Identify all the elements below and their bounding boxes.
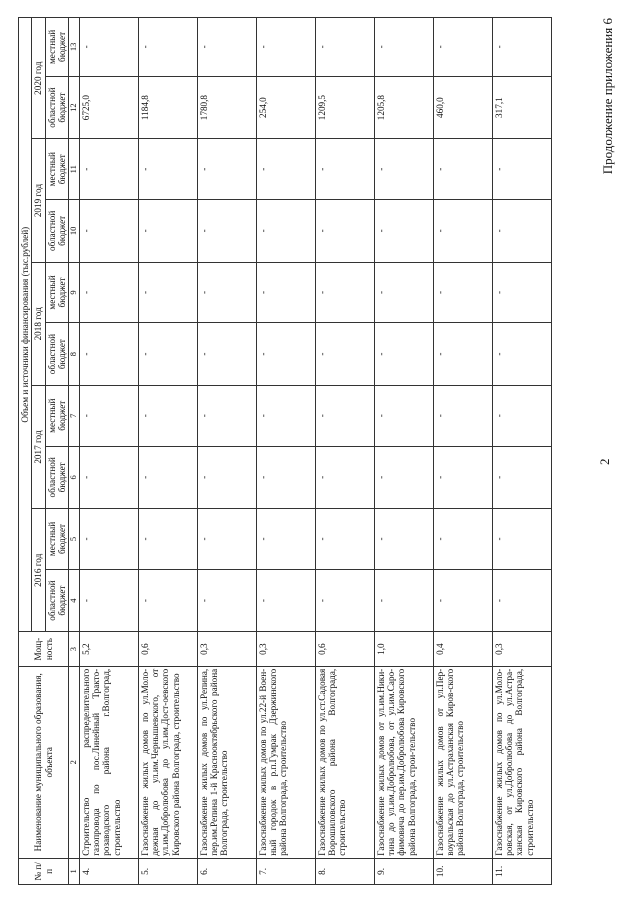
funding-value: 254,0: [256, 76, 315, 139]
funding-value: -: [197, 262, 256, 323]
funding-value: -: [79, 385, 138, 446]
column-index: 9: [69, 262, 80, 323]
row-number: 7.: [256, 858, 315, 884]
row-number: 9.: [374, 858, 433, 884]
funding-value: -: [374, 200, 433, 263]
capacity-value: 0,6: [138, 632, 197, 666]
funding-value: -: [315, 509, 374, 570]
object-name: Газоснабжение жилых домов по ул.22-й Воен-ный городок в р.п.Гумрак Дзержинского района Волгограда, строительство: [256, 666, 315, 858]
capacity-value: 1,0: [374, 632, 433, 666]
table-row: [79, 18, 138, 885]
column-index: 11: [69, 139, 80, 200]
funding-value: -: [256, 139, 315, 200]
table-row: [315, 18, 374, 885]
capacity-value: 0,3: [492, 632, 551, 666]
header-regional-budget: областной бюджет: [45, 200, 69, 263]
funding-value: -: [138, 18, 197, 77]
table-row: [433, 18, 492, 885]
funding-value: -: [374, 18, 433, 77]
funding-value: -: [138, 323, 197, 386]
row-number: 10.: [433, 858, 492, 884]
object-name: Газоснабжение жилых домов от ул.Пер-воуральская до ул.Астраханская Киров-ского района Волгограда, строительство: [433, 666, 492, 858]
funding-value: -: [492, 18, 551, 77]
header-local-budget: местный бюджет: [45, 139, 69, 200]
table-row: [197, 18, 256, 885]
funding-value: -: [138, 139, 197, 200]
object-name: Газоснабжение жилых домов от ул.им.Ники-тина до ул.им.Добролюбова, от ул.им.Саро-фимовича до пер.им.Добролюбова Кировского района Волгограда, строи-тельство: [374, 666, 433, 858]
table-row: [374, 18, 433, 885]
column-index: 12: [69, 76, 80, 139]
capacity-value: 0,4: [433, 632, 492, 666]
capacity-value: 5,2: [79, 632, 138, 666]
column-index: 3: [69, 632, 80, 666]
funding-value: -: [138, 446, 197, 509]
funding-value: -: [433, 262, 492, 323]
funding-value: -: [256, 385, 315, 446]
table-row: [138, 18, 197, 885]
row-number: 8.: [315, 858, 374, 884]
funding-value: -: [138, 385, 197, 446]
funding-value: -: [138, 569, 197, 632]
funding-value: -: [79, 262, 138, 323]
funding-value: -: [79, 139, 138, 200]
funding-value: -: [433, 509, 492, 570]
funding-value: -: [256, 509, 315, 570]
column-index: 13: [69, 18, 80, 77]
funding-value: -: [492, 200, 551, 263]
header-local-budget: местный бюджет: [45, 18, 69, 77]
header-capacity: Мощ-ность: [19, 632, 69, 666]
column-index: 2: [69, 666, 80, 858]
header-local-budget: местный бюджет: [45, 385, 69, 446]
funding-value: -: [374, 385, 433, 446]
capacity-value: 0,6: [315, 632, 374, 666]
column-index: 7: [69, 385, 80, 446]
funding-value: -: [433, 323, 492, 386]
row-number: 6.: [197, 858, 256, 884]
funding-value: -: [315, 323, 374, 386]
table-row: [492, 18, 551, 885]
funding-value: -: [374, 509, 433, 570]
funding-value: -: [433, 569, 492, 632]
funding-value: -: [374, 262, 433, 323]
funding-value: -: [256, 18, 315, 77]
continuation-label: Продолжение приложения 6: [600, 18, 615, 175]
funding-value: -: [433, 446, 492, 509]
funding-value: -: [197, 200, 256, 263]
funding-value: -: [197, 385, 256, 446]
header-year-2020: 2020 год: [32, 18, 45, 139]
funding-value: -: [492, 385, 551, 446]
funding-value: -: [433, 385, 492, 446]
funding-value: 1205,8: [374, 76, 433, 139]
funding-value: -: [315, 200, 374, 263]
funding-value: 460,0: [433, 76, 492, 139]
header-year-2017: 2017 год: [32, 385, 45, 508]
funding-value: -: [79, 323, 138, 386]
funding-value: -: [315, 569, 374, 632]
funding-value: -: [79, 200, 138, 263]
object-name: Газоснабжение жилых домов по ул.Моло-дежная до ул.им.Чернышевского, от ул.им.Добролюбова до ул.им.Дост-оевского Кировского района Волгограда, строительство: [138, 666, 197, 858]
object-name: Газоснабжение жилых домов по ул.Репина, пер.им.Репина 1-й Краснооктябрьского района Волгограда, строительство: [197, 666, 256, 858]
funding-value: -: [79, 446, 138, 509]
funding-value: 317,1: [492, 76, 551, 139]
funding-value: -: [492, 446, 551, 509]
funding-value: -: [197, 446, 256, 509]
funding-value: -: [315, 139, 374, 200]
funding-value: -: [374, 446, 433, 509]
header-year-2018: 2018 год: [32, 262, 45, 385]
funding-value: -: [315, 18, 374, 77]
funding-value: -: [256, 446, 315, 509]
column-index: 6: [69, 446, 80, 509]
funding-value: -: [374, 569, 433, 632]
funding-value: -: [79, 509, 138, 570]
funding-value: -: [492, 569, 551, 632]
funding-value: -: [138, 509, 197, 570]
funding-value: -: [315, 446, 374, 509]
column-index: 8: [69, 323, 80, 386]
page-number: 2: [597, 458, 612, 465]
funding-value: 1184,8: [138, 76, 197, 139]
column-index: 5: [69, 509, 80, 570]
row-number: 5.: [138, 858, 197, 884]
funding-value: -: [79, 569, 138, 632]
funding-value: -: [197, 139, 256, 200]
header-funding-title: Объем и источники финансирования (тыс.рублей): [19, 18, 32, 632]
table-row: [256, 18, 315, 885]
funding-table: [18, 17, 552, 885]
funding-value: -: [256, 569, 315, 632]
header-regional-budget: областной бюджет: [45, 569, 69, 632]
capacity-value: 0,3: [256, 632, 315, 666]
row-number: 4.: [79, 858, 138, 884]
table-body: [79, 18, 551, 885]
funding-value: -: [256, 262, 315, 323]
header-local-budget: местный бюджет: [45, 262, 69, 323]
header-year-2016: 2016 год: [32, 509, 45, 632]
funding-value: -: [138, 200, 197, 263]
header-regional-budget: областной бюджет: [45, 446, 69, 509]
funding-value: -: [374, 323, 433, 386]
header-year-2019: 2019 год: [32, 139, 45, 262]
header-local-budget: местный бюджет: [45, 509, 69, 570]
row-number: 11.: [492, 858, 551, 884]
funding-value: -: [197, 569, 256, 632]
header-number: № п/п: [19, 858, 69, 884]
funding-value: 1780,8: [197, 76, 256, 139]
funding-value: -: [197, 18, 256, 77]
funding-value: -: [197, 509, 256, 570]
funding-value: -: [433, 18, 492, 77]
funding-value: -: [197, 323, 256, 386]
funding-value: -: [138, 262, 197, 323]
header-object-name: Наименование муниципального образования, объекта: [19, 666, 69, 858]
funding-value: 6725,0: [79, 76, 138, 139]
header-regional-budget: областной бюджет: [45, 323, 69, 386]
funding-value: -: [315, 385, 374, 446]
funding-value: -: [79, 18, 138, 77]
funding-value: -: [256, 323, 315, 386]
funding-value: -: [492, 509, 551, 570]
funding-value: -: [374, 139, 433, 200]
column-index: 4: [69, 569, 80, 632]
funding-value: -: [492, 262, 551, 323]
funding-value: -: [492, 139, 551, 200]
funding-value: -: [433, 200, 492, 263]
object-name: Газоснабжение жилых домов по ул.ст.Садовая Ворошиловского района Волгограда, строительство: [315, 666, 374, 858]
funding-value: -: [492, 323, 551, 386]
column-index: 10: [69, 200, 80, 263]
funding-value: -: [315, 262, 374, 323]
funding-value: -: [433, 139, 492, 200]
header-regional-budget: областной бюджет: [45, 76, 69, 139]
funding-value: -: [256, 200, 315, 263]
object-name: Газоснабжение жилых домов по ул.Моло-ровская, от ул.Добролюбова до ул.Астра-ханская Кировского района Волгограда, строительство: [492, 666, 551, 858]
object-name: Строительство распределительного газопровода по пос.Линейный Тракто-розаводского района г.Волгоград, строительство: [79, 666, 138, 858]
capacity-value: 0,3: [197, 632, 256, 666]
column-index: 1: [69, 858, 80, 884]
funding-value: 1209,5: [315, 76, 374, 139]
